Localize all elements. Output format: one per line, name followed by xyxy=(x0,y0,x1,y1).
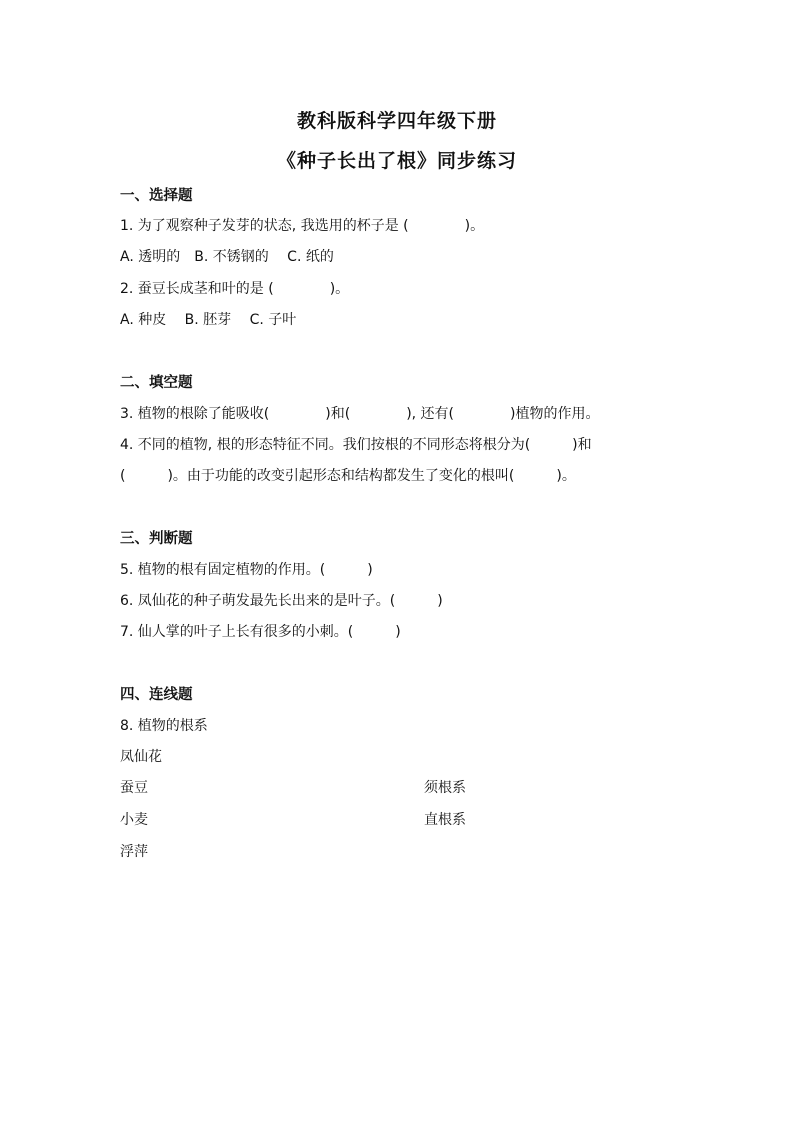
question-4-line-2: ( )。由于功能的改变引起形态和结构都发生了变化的根叫( )。 xyxy=(120,468,576,484)
question-2: 2. 蚕豆长成茎和叶的是 ( )。 xyxy=(120,281,350,297)
question-8: 8. 植物的根系 xyxy=(120,718,208,734)
question-5: 5. 植物的根有固定植物的作用。( ) xyxy=(120,562,373,578)
question-2-options: A. 种皮 B. 胚芽 C. 子叶 xyxy=(120,312,297,328)
question-6: 6. 凤仙花的种子萌发最先长出来的是叶子。( ) xyxy=(120,593,443,609)
page-subtitle: 《种子长出了根》同步练习 xyxy=(276,150,517,172)
question-4-line-1: 4. 不同的植物, 根的形态特征不同。我们按根的不同形态将根分为( )和 xyxy=(120,437,592,453)
section-heading-judge: 三、判断题 xyxy=(120,531,193,547)
match-left-item: 浮萍 xyxy=(120,844,148,860)
match-left-item: 蚕豆 xyxy=(120,780,148,796)
section-heading-fill: 二、填空题 xyxy=(120,375,193,391)
match-right-item: 直根系 xyxy=(424,812,466,828)
page-title: 教科版科学四年级下册 xyxy=(296,110,497,132)
section-heading-choice: 一、选择题 xyxy=(120,188,193,204)
question-3: 3. 植物的根除了能吸收( )和( ), 还有( )植物的作用。 xyxy=(120,406,600,422)
section-heading-match: 四、连线题 xyxy=(120,687,193,703)
match-left-item: 凤仙花 xyxy=(120,749,162,765)
question-7: 7. 仙人掌的叶子上长有很多的小刺。( ) xyxy=(120,624,401,640)
question-1: 1. 为了观察种子发芽的状态, 我选用的杯子是 ( )。 xyxy=(120,218,485,234)
match-right-item: 须根系 xyxy=(424,780,466,796)
question-1-options: A. 透明的 B. 不锈钢的 C. 纸的 xyxy=(120,249,334,265)
match-left-item: 小麦 xyxy=(120,812,148,828)
